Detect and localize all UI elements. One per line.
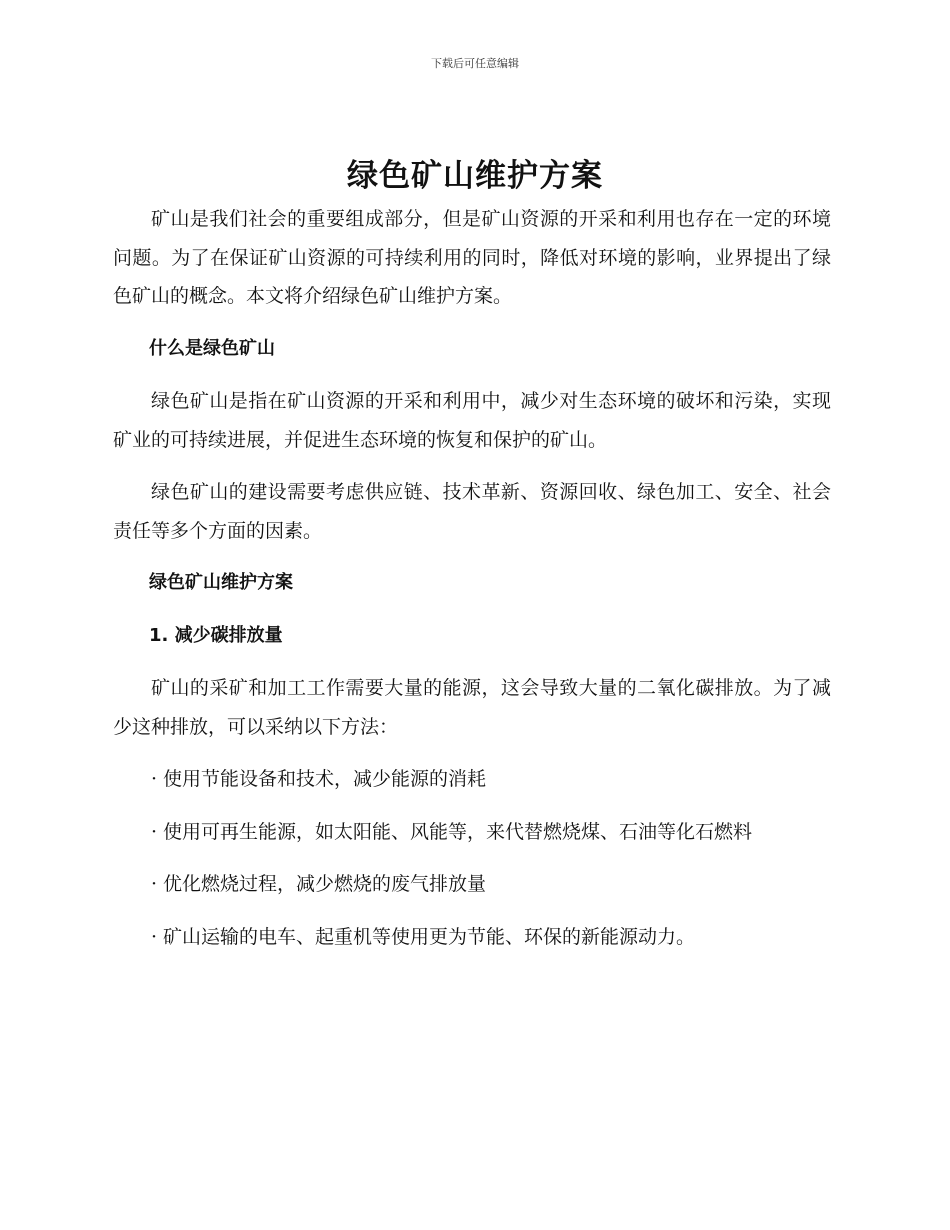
document-title: 绿色矿山维护方案	[347, 158, 603, 194]
intro-paragraph: 矿山是我们社会的重要组成部分，但是矿山资源的开采和利用也存在一定的环境问题。为了在保证矿山资源的可持续利用的同时，降低对环境的影响，业界提出了绿色矿山的概念。本文将介绍绿色矿山维护方案。	[113, 208, 831, 307]
bullet-dot-icon: ·	[151, 873, 158, 895]
bullet-item	[113, 918, 831, 957]
bullet-item	[113, 813, 831, 852]
document-body	[113, 200, 831, 956]
bullet-text: 优化燃烧过程，减少燃烧的废气排放量	[163, 873, 487, 895]
bullet-text: 使用可再生能源，如太阳能、风能等，来代替燃烧煤、石油等化石燃料	[163, 820, 753, 843]
body-paragraph: 矿山的采矿和加工工作需要大量的能源，这会导致大量的二氧化碳排放。为了减少这种排放，可以采纳以下方法：	[113, 677, 831, 738]
body-paragraph: 绿色矿山的建设需要考虑供应链、技术革新、资源回收、绿色加工、安全、社会责任等多个方面的因素。	[113, 481, 831, 542]
subsection-heading-carbon: 1. 减少碳排放量	[149, 624, 283, 646]
header-note: 下载后可任意编辑	[431, 57, 519, 70]
body-paragraph: 绿色矿山是指在矿山资源的开采和利用中，减少对生态环境的破坏和污染，实现矿业的可持续进展，并促进生态环境的恢复和保护的矿山。	[113, 390, 831, 451]
bullet-item	[113, 760, 831, 799]
bullet-item	[113, 865, 831, 904]
bullet-text: 矿山运输的电车、起重机等使用更为节能、环保的新能源动力。	[163, 925, 696, 948]
bullet-text: 使用节能设备和技术，减少能源的消耗	[163, 768, 487, 790]
bullet-dot-icon: ·	[151, 820, 158, 843]
bullet-dot-icon: ·	[151, 768, 158, 790]
section-heading-plan: 绿色矿山维护方案	[149, 572, 293, 593]
bullet-dot-icon: ·	[151, 925, 158, 948]
section-heading-what-is: 什么是绿色矿山	[149, 337, 275, 359]
